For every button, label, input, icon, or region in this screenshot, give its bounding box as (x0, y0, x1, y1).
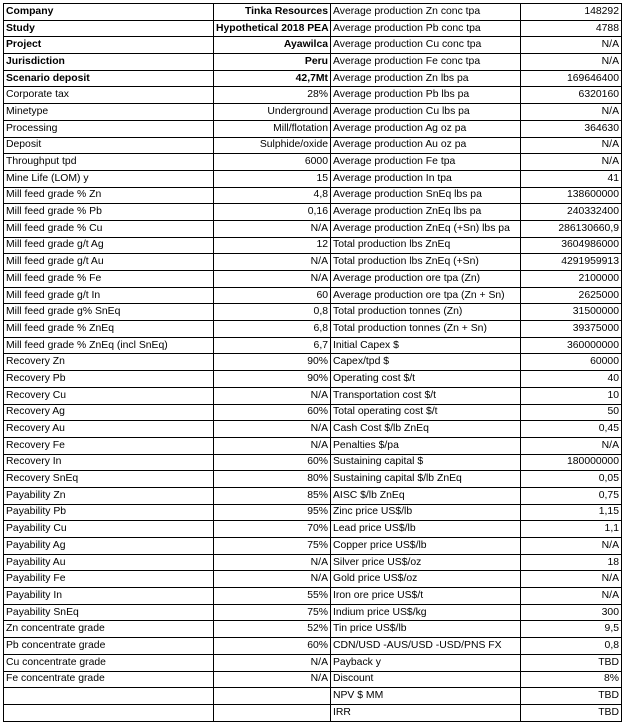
row-value: Peru (214, 54, 331, 71)
row-value: 12 (214, 237, 331, 254)
row-label: Mill feed grade g/t Ag (4, 237, 214, 254)
table-row (4, 604, 622, 621)
row-label-2: Average production Fe tpa (331, 154, 521, 171)
row-value (214, 688, 331, 705)
row-label: Recovery Ag (4, 404, 214, 421)
table-row (4, 437, 622, 454)
table-row (4, 220, 622, 237)
row-label-2: Gold price US$/oz (331, 571, 521, 588)
table-row (4, 54, 622, 71)
table-row (4, 554, 622, 571)
data-table (3, 3, 622, 722)
row-value: 28% (214, 87, 331, 104)
row-value: 6,7 (214, 337, 331, 354)
row-label: Payability Zn (4, 487, 214, 504)
table-row (4, 204, 622, 221)
row-value-2: 148292 (521, 4, 622, 21)
row-value: N/A (214, 271, 331, 288)
row-value: 90% (214, 354, 331, 371)
row-value-2: N/A (521, 538, 622, 555)
row-label: Jurisdiction (4, 54, 214, 71)
table-row (4, 354, 622, 371)
row-value-2: N/A (521, 104, 622, 121)
row-label-2: Average production Pb conc tpa (331, 20, 521, 37)
row-label: Mill feed grade % Zn (4, 187, 214, 204)
row-value: 0,16 (214, 204, 331, 221)
row-value-2: N/A (521, 588, 622, 605)
table-row (4, 321, 622, 338)
table-row (4, 538, 622, 555)
row-value-2: N/A (521, 54, 622, 71)
row-value-2: 240332400 (521, 204, 622, 221)
row-label-2: Average production Au oz pa (331, 137, 521, 154)
row-value: N/A (214, 254, 331, 271)
row-value: N/A (214, 671, 331, 688)
row-label: Recovery Fe (4, 437, 214, 454)
row-value: 60% (214, 404, 331, 421)
row-label: Payability Cu (4, 521, 214, 538)
row-label: Mill feed grade g% SnEq (4, 304, 214, 321)
row-label-2: Lead price US$/lb (331, 521, 521, 538)
row-label: Mill feed grade g/t In (4, 287, 214, 304)
table-row (4, 404, 622, 421)
row-label-2: Total production tonnes (Zn) (331, 304, 521, 321)
row-label-2: CDN/USD -AUS/USD -USD/PNS FX (331, 638, 521, 655)
table-row (4, 271, 622, 288)
row-label (4, 704, 214, 721)
row-label-2: Sustaining capital $/lb ZnEq (331, 471, 521, 488)
table-row (4, 504, 622, 521)
row-label-2: Average production In tpa (331, 170, 521, 187)
table-row (4, 471, 622, 488)
row-label: Recovery Zn (4, 354, 214, 371)
row-label-2: Capex/tpd $ (331, 354, 521, 371)
row-value-2: 18 (521, 554, 622, 571)
table-row (4, 154, 622, 171)
row-value-2: 138600000 (521, 187, 622, 204)
table-row (4, 337, 622, 354)
row-value-2: 10 (521, 387, 622, 404)
row-value-2: N/A (521, 137, 622, 154)
table-row (4, 37, 622, 54)
row-value-2: N/A (521, 154, 622, 171)
row-value: 60% (214, 454, 331, 471)
row-value-2: 0,45 (521, 421, 622, 438)
row-value-2: 50 (521, 404, 622, 421)
row-label-2: Total operating cost $/t (331, 404, 521, 421)
row-value: 0,8 (214, 304, 331, 321)
row-value: 90% (214, 371, 331, 388)
row-value-2: 39375000 (521, 321, 622, 338)
row-label-2: Penalties $/pa (331, 437, 521, 454)
row-label: Fe concentrate grade (4, 671, 214, 688)
row-value: 55% (214, 588, 331, 605)
row-value: 15 (214, 170, 331, 187)
table-row (4, 621, 622, 638)
row-value: N/A (214, 437, 331, 454)
row-label: Payability Fe (4, 571, 214, 588)
row-value-2: 169646400 (521, 70, 622, 87)
row-value-2: TBD (521, 654, 622, 671)
row-value-2: TBD (521, 688, 622, 705)
table-row (4, 704, 622, 721)
table-row (4, 521, 622, 538)
row-label-2: NPV $ MM (331, 688, 521, 705)
row-label: Company (4, 4, 214, 21)
row-value: Hypothetical 2018 PEA (214, 20, 331, 37)
row-value: 80% (214, 471, 331, 488)
table-row (4, 304, 622, 321)
row-label-2: Indium price US$/kg (331, 604, 521, 621)
row-label-2: AISC $/lb ZnEq (331, 487, 521, 504)
row-value: N/A (214, 571, 331, 588)
row-label-2: Average production SnEq lbs pa (331, 187, 521, 204)
row-label-2: Average production ore tpa (Zn) (331, 271, 521, 288)
row-label-2: Cash Cost $/lb ZnEq (331, 421, 521, 438)
row-value-2: 3604986000 (521, 237, 622, 254)
row-value-2: N/A (521, 571, 622, 588)
table-row (4, 571, 622, 588)
row-label-2: Average production Ag oz pa (331, 120, 521, 137)
row-label-2: Discount (331, 671, 521, 688)
table-row (4, 70, 622, 87)
table-row (4, 371, 622, 388)
row-label-2: Iron ore price US$/t (331, 588, 521, 605)
table-row (4, 104, 622, 121)
row-label: Pb concentrate grade (4, 638, 214, 655)
row-label-2: Operating cost $/t (331, 371, 521, 388)
row-label-2: Average production ZnEq lbs pa (331, 204, 521, 221)
row-value-2: 1,1 (521, 521, 622, 538)
row-label-2: Average production Zn lbs pa (331, 70, 521, 87)
row-label-2: Average production ore tpa (Zn + Sn) (331, 287, 521, 304)
row-value: 85% (214, 487, 331, 504)
row-value: 75% (214, 538, 331, 555)
table-row (4, 137, 622, 154)
row-label: Mill feed grade % ZnEq (4, 321, 214, 338)
row-label-2: Initial Capex $ (331, 337, 521, 354)
row-value: 60% (214, 638, 331, 655)
row-label: Recovery Cu (4, 387, 214, 404)
row-value: N/A (214, 220, 331, 237)
row-value: Underground (214, 104, 331, 121)
row-value: 4,8 (214, 187, 331, 204)
row-value: 60 (214, 287, 331, 304)
table-row (4, 237, 622, 254)
row-value: 42,7Mt (214, 70, 331, 87)
table-row (4, 387, 622, 404)
table-row (4, 20, 622, 37)
table-row (4, 454, 622, 471)
row-value-2: 1,15 (521, 504, 622, 521)
row-label: Mill feed grade g/t Au (4, 254, 214, 271)
table-row (4, 654, 622, 671)
row-value-2: N/A (521, 437, 622, 454)
row-label: Project (4, 37, 214, 54)
row-value-2: 300 (521, 604, 622, 621)
row-label: Throughput tpd (4, 154, 214, 171)
row-value-2: 0,05 (521, 471, 622, 488)
table-body (4, 4, 622, 722)
table-row (4, 187, 622, 204)
row-label-2: IRR (331, 704, 521, 721)
row-value-2: 31500000 (521, 304, 622, 321)
row-label-2: Average production ZnEq (+Sn) lbs pa (331, 220, 521, 237)
row-label-2: Zinc price US$/lb (331, 504, 521, 521)
table-row (4, 254, 622, 271)
row-label: Payability SnEq (4, 604, 214, 621)
row-label-2: Sustaining capital $ (331, 454, 521, 471)
row-label-2: Transportation cost $/t (331, 387, 521, 404)
row-label: Recovery In (4, 454, 214, 471)
table-row (4, 588, 622, 605)
table-row (4, 487, 622, 504)
row-label-2: Average production Pb lbs pa (331, 87, 521, 104)
row-value-2: 286130660,9 (521, 220, 622, 237)
row-value: Mill/flotation (214, 120, 331, 137)
row-label: Study (4, 20, 214, 37)
row-value-2: 364630 (521, 120, 622, 137)
table-row (4, 638, 622, 655)
row-label: Recovery Pb (4, 371, 214, 388)
row-label-2: Total production lbs ZnEq (331, 237, 521, 254)
row-label-2: Average production Cu conc tpa (331, 37, 521, 54)
row-value-2: 60000 (521, 354, 622, 371)
row-label: Payability In (4, 588, 214, 605)
row-label: Corporate tax (4, 87, 214, 104)
row-label-2: Silver price US$/oz (331, 554, 521, 571)
row-value-2: 360000000 (521, 337, 622, 354)
table-row (4, 87, 622, 104)
row-label-2: Average production Fe conc tpa (331, 54, 521, 71)
row-value: N/A (214, 654, 331, 671)
row-value: 6,8 (214, 321, 331, 338)
row-value: N/A (214, 554, 331, 571)
row-value-2: 4291959913 (521, 254, 622, 271)
row-label: Processing (4, 120, 214, 137)
row-label: Mill feed grade % Fe (4, 271, 214, 288)
row-label-2: Copper price US$/lb (331, 538, 521, 555)
row-value: N/A (214, 387, 331, 404)
table-row (4, 671, 622, 688)
table-row (4, 688, 622, 705)
row-label: Mill feed grade % Cu (4, 220, 214, 237)
row-label: Payability Ag (4, 538, 214, 555)
row-value-2: 0,8 (521, 638, 622, 655)
row-label-2: Average production Cu lbs pa (331, 104, 521, 121)
row-value: Ayawilca (214, 37, 331, 54)
row-label: Mine Life (LOM) y (4, 170, 214, 187)
row-label: Recovery SnEq (4, 471, 214, 488)
row-value-2: 180000000 (521, 454, 622, 471)
row-label: Scenario deposit (4, 70, 214, 87)
table-row (4, 287, 622, 304)
row-label: Mill feed grade % Pb (4, 204, 214, 221)
row-value (214, 704, 331, 721)
row-label (4, 688, 214, 705)
row-label-2: Total production tonnes (Zn + Sn) (331, 321, 521, 338)
row-label: Mill feed grade % ZnEq (incl SnEq) (4, 337, 214, 354)
table-row (4, 421, 622, 438)
row-label: Recovery Au (4, 421, 214, 438)
row-label-2: Tin price US$/lb (331, 621, 521, 638)
row-label-2: Total production lbs ZnEq (+Sn) (331, 254, 521, 271)
row-label: Cu concentrate grade (4, 654, 214, 671)
row-value-2: 6320160 (521, 87, 622, 104)
row-value-2: 9,5 (521, 621, 622, 638)
row-label: Minetype (4, 104, 214, 121)
row-label: Payability Au (4, 554, 214, 571)
row-value: 95% (214, 504, 331, 521)
row-label: Deposit (4, 137, 214, 154)
row-value-2: 2625000 (521, 287, 622, 304)
row-value-2: 4788 (521, 20, 622, 37)
row-label-2: Average production Zn conc tpa (331, 4, 521, 21)
row-label: Zn concentrate grade (4, 621, 214, 638)
row-value-2: 40 (521, 371, 622, 388)
row-value: 52% (214, 621, 331, 638)
table-row (4, 170, 622, 187)
row-value-2: 41 (521, 170, 622, 187)
row-label: Payability Pb (4, 504, 214, 521)
row-value: Sulphide/oxide (214, 137, 331, 154)
row-label-2: Payback y (331, 654, 521, 671)
row-value: N/A (214, 421, 331, 438)
row-value-2: N/A (521, 37, 622, 54)
table-row (4, 4, 622, 21)
table-row (4, 120, 622, 137)
row-value-2: 2100000 (521, 271, 622, 288)
row-value-2: 0,75 (521, 487, 622, 504)
row-value: 6000 (214, 154, 331, 171)
row-value: 75% (214, 604, 331, 621)
row-value-2: 8% (521, 671, 622, 688)
row-value: 70% (214, 521, 331, 538)
row-value: Tinka Resources (214, 4, 331, 21)
row-value-2: TBD (521, 704, 622, 721)
